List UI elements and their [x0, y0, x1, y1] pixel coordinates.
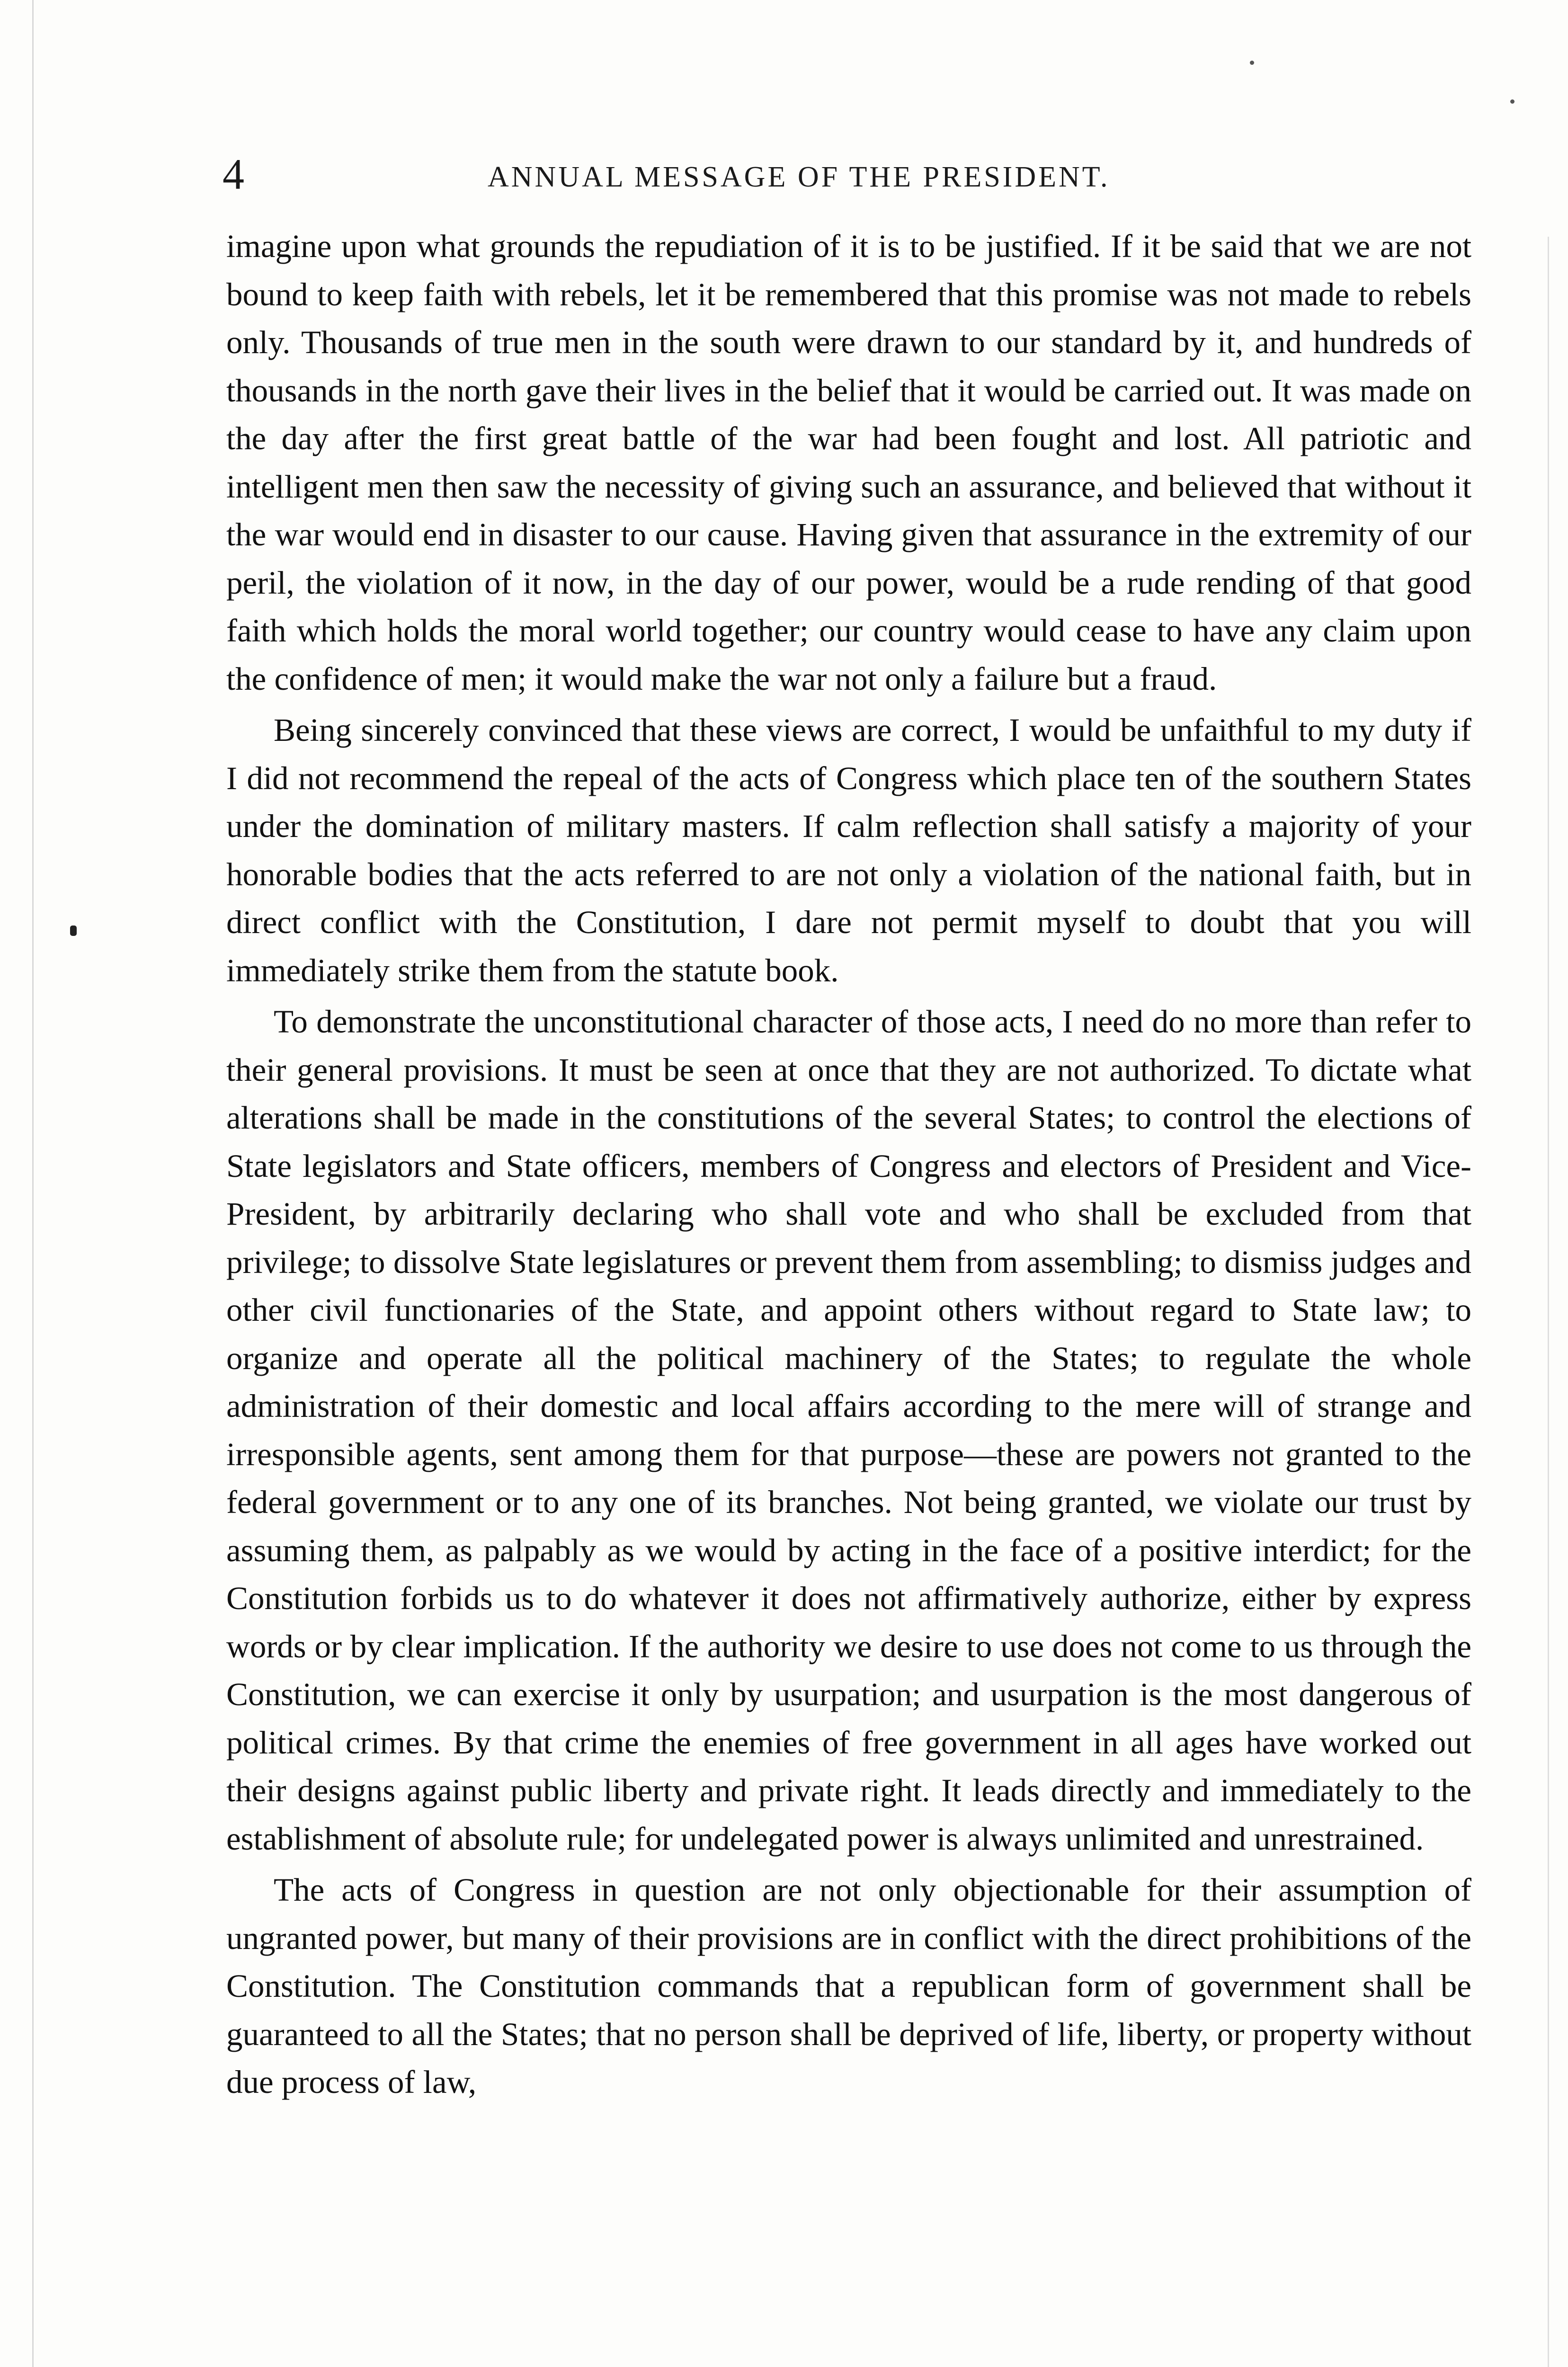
margin-ink-mark: [70, 925, 77, 936]
ink-speck: [1250, 61, 1254, 65]
running-head: ANNUAL MESSAGE OF THE PRESIDENT.: [488, 161, 1110, 193]
paragraph: Being sincerely convinced that these views are correct, I would be unfaithful to my duty if I did not recommend the repeal of the acts of Congress which place ten of the southern States under the domination of military masters. If calm reflection shall satisfy a majority of your honorable bodies that the acts referred to are not only a violation of the national faith, but in direct conflict with the Constitution, I dare not permit myself to doubt that you will immediately strike them from the statute book.: [226, 712, 1471, 988]
paragraph: imagine upon what grounds the repudiation of it is to be justified. If it be said that we are not bound to keep faith with rebels, let it be remembered that this promise was not made to rebels only. Thousands of true men in the south were drawn to our standard by it, and hundreds of thousands in the north gave their lives in the belief that it would be carried out. It was made on the day after the first great battle of the war had been fought and lost. All patriotic and intelligent men then saw the necessity of giving such an assurance, and believed that without it the war would end in disaster to our cause. Having given that assurance in the extremity of our peril, the violation of it now, in the day of our power, would be a rude rending of that good faith which holds the moral world together; our country would cease to have any claim upon the confidence of men; it would make the war not only a failure but a fraud.: [226, 228, 1471, 697]
page-edge-rule: [32, 0, 34, 2367]
paragraph: To demonstrate the unconstitutional character of those acts, I need do no more than refer to their general provisions. It must be seen at once that they are not authorized. To dictate what alterations shall be made in the constitutions of the several States; to control the elections of State legislators and State officers, members of Congress and electors of President and Vice-President, by arbitrarily declaring who shall vote and who shall be excluded from that privilege; to dissolve State legislatures or prevent them from assembling; to dismiss judges and other civil functionaries of the State, and appoint others without regard to State law; to organize and operate all the political machinery of the States; to regulate the whole administration of their domestic and local affairs according to the mere will of strange and irresponsible agents, sent among them for that purpose—these are powers not granted to the federal government or to any one of its branches. Not being granted, we violate our trust by assuming them, as palpably as we would by acting in the face of a positive interdict; for the Constitution forbids us to do whatever it does not affirmatively authorize, either by express words or by clear implication. If the authority we desire to use does not come to us through the Constitution, we can exercise it only by usurpation; and usurpation is the most dangerous of political crimes. By that crime the enemies of free government in all ages have worked out their designs against public liberty and private right. It leads directly and immediately to the establishment of absolute rule; for undelegated power is always unlimited and unrestrained.: [226, 1004, 1471, 1857]
page-edge-rule-right: [1548, 237, 1549, 2367]
ink-speck: [1510, 99, 1515, 104]
page-header: [223, 151, 1468, 207]
page-number: 4: [223, 150, 244, 198]
message-body: [226, 222, 1471, 2110]
paragraph: The acts of Congress in question are not only objectionable for their assumption of ungranted power, but many of their provisions are in conflict with the direct prohibitions of the Constitution. The Constitution commands that a republican form of government shall be guaranteed to all the States; that no person shall be deprived of life, liberty, or property without due process of law,: [226, 1872, 1471, 2100]
